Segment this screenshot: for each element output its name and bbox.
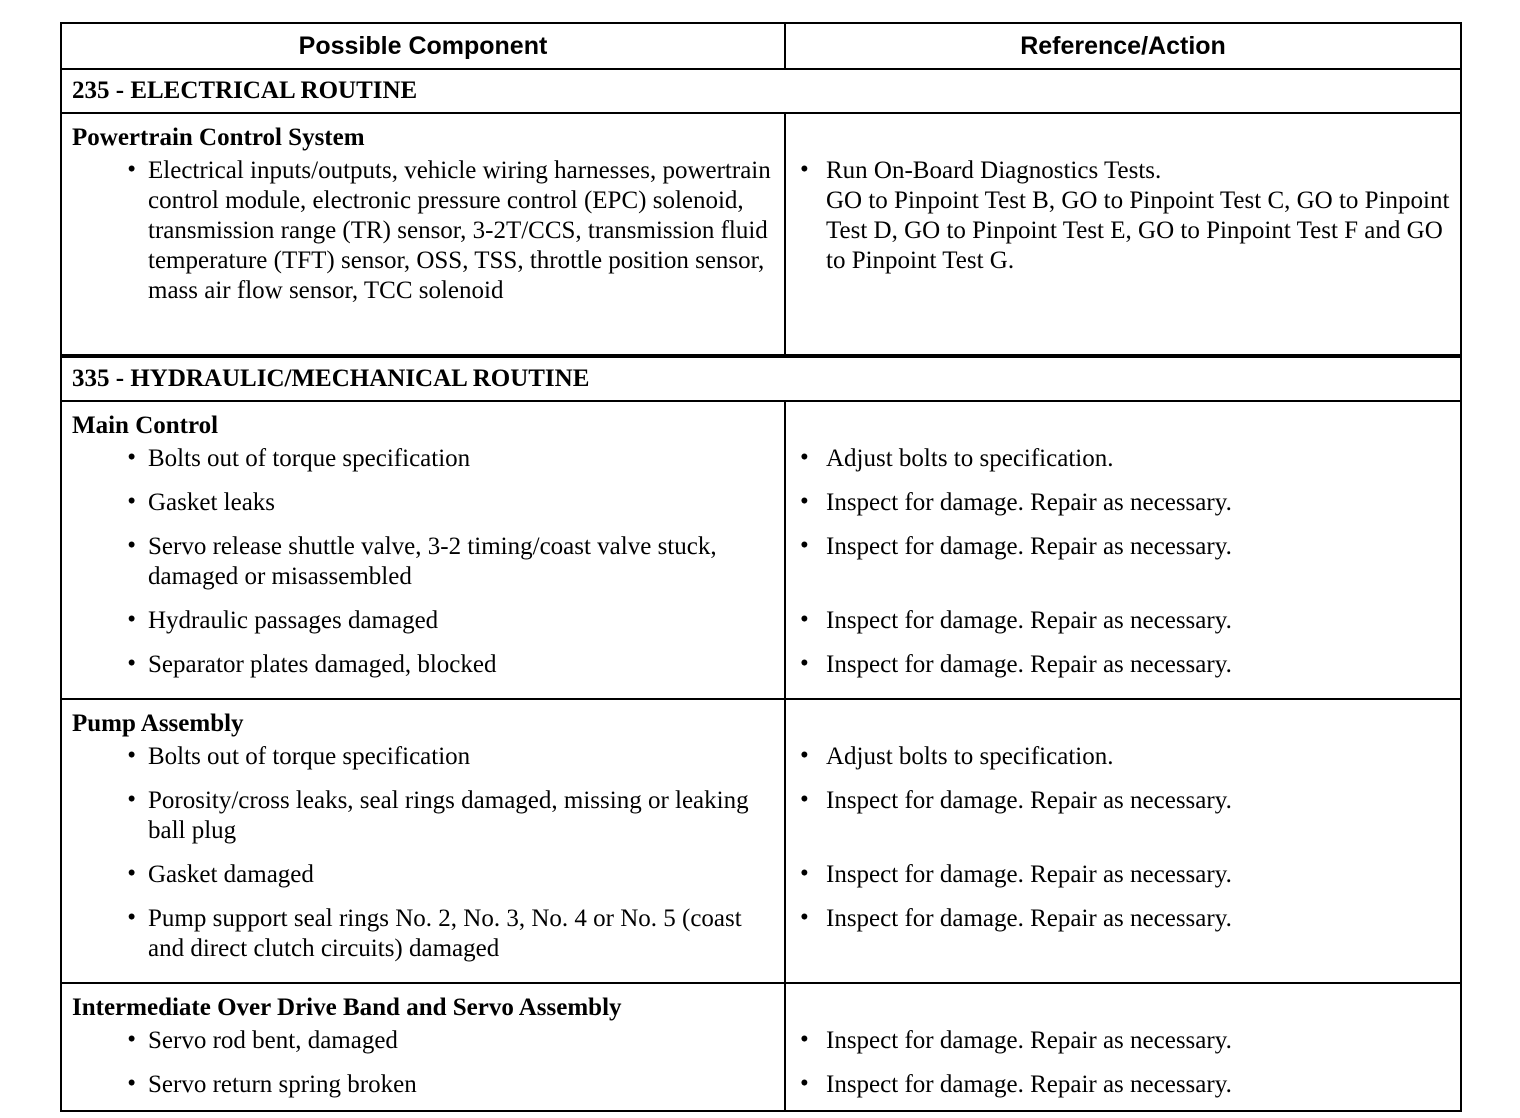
action-item [800, 1070, 1450, 1100]
bullet-icon: • [800, 860, 809, 887]
action-item [800, 444, 1450, 474]
action-item [800, 606, 1450, 636]
action-item [800, 650, 1450, 680]
bullet-icon: • [800, 488, 809, 515]
bullet-icon: • [127, 904, 136, 931]
component-text: Hydraulic passages damaged [148, 607, 439, 634]
header-reference-action: Reference/Action [1020, 31, 1226, 60]
action-text: Inspect for damage. Repair as necessary. [826, 489, 1232, 516]
action-item [800, 488, 1450, 518]
component-group [62, 984, 1460, 1110]
bullet-icon: • [127, 650, 136, 677]
action-text: Inspect for damage. Repair as necessary. [826, 1071, 1232, 1098]
bullet-icon: • [800, 606, 809, 633]
list-item [72, 904, 774, 964]
bullet-icon: • [127, 156, 136, 183]
bullet-icon: • [127, 532, 136, 559]
list-item [72, 444, 774, 474]
bullet-icon: • [127, 742, 136, 769]
bullet-icon: • [800, 444, 809, 471]
action-text: Inspect for damage. Repair as necessary. [826, 1027, 1232, 1054]
component-group [62, 402, 1460, 700]
component-text: Bolts out of torque specification [148, 445, 471, 472]
routine-title: 235 - ELECTRICAL ROUTINE [62, 70, 1460, 114]
component-group [62, 700, 1460, 984]
bullet-icon: • [800, 742, 809, 769]
component-text: Servo rod bent, damaged [148, 1027, 398, 1054]
action-text: Inspect for damage. Repair as necessary. [826, 787, 1232, 814]
group-title: Powertrain Control System [72, 124, 365, 151]
bullet-icon: • [127, 860, 136, 887]
list-item [72, 488, 774, 518]
table-header [62, 24, 1460, 70]
list-item [72, 742, 774, 772]
bullet-icon: • [127, 1070, 136, 1097]
bullet-icon: • [127, 444, 136, 471]
bullet-icon: • [127, 786, 136, 813]
bullet-icon: • [127, 1026, 136, 1053]
component-text: Servo return spring broken [148, 1071, 417, 1098]
bullet-icon: • [800, 650, 809, 677]
action-item [800, 786, 1450, 846]
list-item [72, 860, 774, 890]
header-possible-component: Possible Component [62, 24, 786, 68]
component-text: Servo release shuttle valve, 3-2 timing/coast valve stuck, damaged or misassembled [148, 533, 717, 590]
list-item [72, 650, 774, 680]
list-item [72, 1026, 774, 1056]
action-text: Inspect for damage. Repair as necessary. [826, 533, 1232, 560]
bullet-icon: • [800, 156, 809, 183]
action-item [800, 860, 1450, 890]
routine-title: 335 - HYDRAULIC/MECHANICAL ROUTINE [62, 356, 1460, 402]
bullet-icon: • [127, 488, 136, 515]
action-item [800, 156, 1450, 276]
component-text: Gasket damaged [148, 861, 314, 888]
bullet-icon: • [127, 606, 136, 633]
component-group [62, 114, 1460, 356]
component-text: Porosity/cross leaks, seal rings damaged, missing or leaking ball plug [148, 787, 749, 844]
action-item [800, 742, 1450, 772]
group-title: Intermediate Over Drive Band and Servo Assembly [72, 994, 622, 1021]
diagnosis-table [60, 22, 1462, 1112]
action-text: Run On-Board Diagnostics Tests. [826, 157, 1162, 184]
action-text: Inspect for damage. Repair as necessary. [826, 905, 1232, 932]
action-text: Inspect for damage. Repair as necessary. [826, 861, 1232, 888]
action-item [800, 904, 1450, 964]
action-text: Inspect for damage. Repair as necessary. [826, 607, 1232, 634]
action-item [800, 1026, 1450, 1056]
bullet-icon: • [800, 1070, 809, 1097]
bullet-icon: • [800, 1026, 809, 1053]
group-title: Main Control [72, 412, 219, 439]
action-text: Adjust bolts to specification. [826, 445, 1114, 472]
list-item [72, 786, 774, 846]
bullet-icon: • [800, 786, 809, 813]
list-item [72, 606, 774, 636]
component-text: Bolts out of torque specification [148, 743, 471, 770]
action-item [800, 532, 1450, 592]
bullet-icon: • [800, 532, 809, 559]
component-text: Gasket leaks [148, 489, 276, 516]
action-text: Inspect for damage. Repair as necessary. [826, 651, 1232, 678]
component-text: Separator plates damaged, blocked [148, 651, 497, 678]
group-title: Pump Assembly [72, 710, 244, 737]
list-item [72, 1070, 774, 1100]
bullet-icon: • [800, 904, 809, 931]
component-text: Pump support seal rings No. 2, No. 3, No. 4 or No. 5 (coast and direct clutch circuits) damaged [148, 905, 742, 962]
list-item [72, 156, 774, 336]
list-item [72, 532, 774, 592]
component-text: Electrical inputs/outputs, vehicle wiring harnesses, powertrain control module, electronic pressure control (EPC) solenoid, transmission range (TR) sensor, 3-2T/CCS, transmission fluid temperature (TFT) sensor, OSS, TSS, throttle position sensor, mass air flow sensor, TCC solenoid [148, 157, 771, 304]
action-text: Adjust bolts to specification. [826, 743, 1114, 770]
action-extra-text: GO to Pinpoint Test B, GO to Pinpoint Test C, GO to Pinpoint Test D, GO to Pinpoint Test E, GO to Pinpoint Test F and GO to Pinpoint Test G. [826, 187, 1450, 274]
